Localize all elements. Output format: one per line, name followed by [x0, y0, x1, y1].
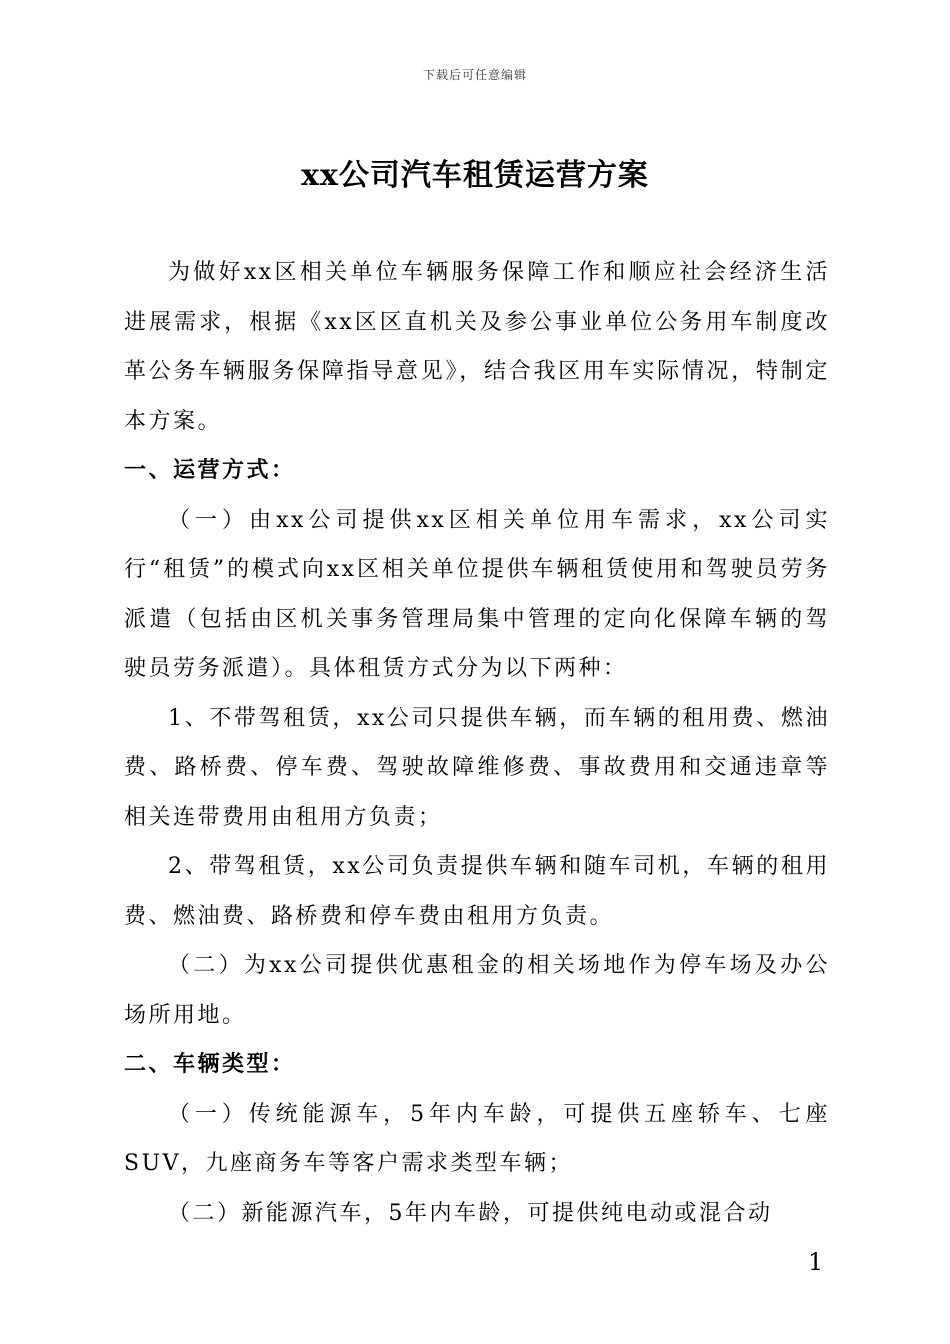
intro-paragraph: 为做好xx区相关单位车辆服务保障工作和顺应社会经济生活进展需求，根据《xx区区直机关及参公事业单位公务用车制度改革公务车辆服务保障指导意见》，结合我区用车实际情况，特制定本方案。 [124, 260, 830, 434]
document-title: xx公司汽车租赁运营方案 [301, 158, 649, 193]
paragraph-vehicle-1: （一）传统能源车，5年内车龄，可提供五座轿车、七座SUV，九座商务车等客户需求类型车辆； [124, 1101, 830, 1176]
paragraph-operation-2: 1、不带驾租赁，xx公司只提供车辆，而车辆的租用费、燃油费、路桥费、停车费、驾驶故障维修费、事故费用和交通违章等相关连带费用由租用方负责； [124, 705, 830, 830]
section-heading-operation: 一、运营方式： [124, 457, 296, 483]
paragraph-vehicle-2: （二）新能源汽车，5年内车龄，可提供纯电动或混合动 [168, 1200, 773, 1226]
paragraph-operation-3: 2、带驾租赁，xx公司负责提供车辆和随车司机，车辆的租用费、燃油费、路桥费和停车费由租用方负责。 [124, 854, 830, 929]
page-number: 1 [808, 1248, 824, 1276]
header-note: 下载后可任意编辑 [422, 68, 527, 82]
paragraph-operation-1: （一）由xx公司提供xx区相关单位用车需求，xx公司实行“租赁”的模式向xx区相关单位提供车辆租赁使用和驾驶员劳务派遣（包括由区机关事务管理局集中管理的定向化保障车辆的驾驶员劳务派遣）。具体租赁方式分为以下两种： [124, 507, 830, 681]
paragraph-operation-4: （二）为xx公司提供优惠租金的相关场地作为停车场及办公场所用地。 [124, 953, 830, 1028]
section-heading-vehicle-types: 二、车辆类型： [124, 1051, 296, 1077]
document-body [124, 248, 830, 1238]
